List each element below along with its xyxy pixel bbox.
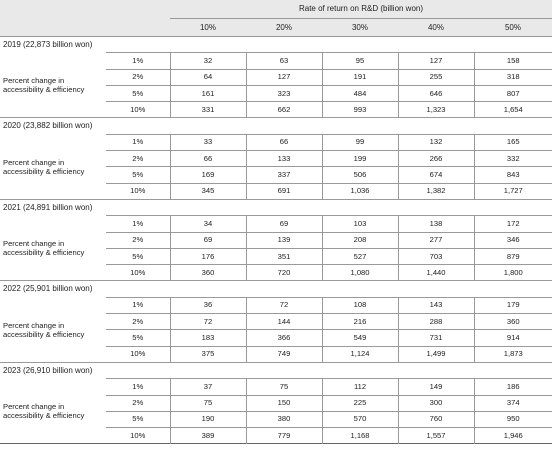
value-cell: 646 [398, 85, 474, 101]
value-cell: 662 [246, 102, 322, 118]
value-cell: 1,873 [474, 346, 552, 362]
value-cell: 138 [398, 216, 474, 232]
value-cell: 779 [246, 428, 322, 444]
value-cell: 950 [474, 411, 552, 427]
percent-change-cell: 5% [106, 167, 170, 183]
header-title: Rate of return on R&D (billion won) [170, 0, 552, 19]
value-cell: 169 [170, 167, 246, 183]
value-cell: 375 [170, 346, 246, 362]
value-cell: 527 [322, 248, 398, 264]
value-cell: 366 [246, 330, 322, 346]
value-cell: 66 [170, 151, 246, 167]
group-label: 2023 (26,910 billion won) [0, 362, 552, 378]
value-cell: 108 [322, 297, 398, 313]
value-cell: 149 [398, 379, 474, 395]
percent-change-cell: 10% [106, 428, 170, 444]
value-cell: 183 [170, 330, 246, 346]
header-blank [106, 0, 170, 19]
table-row [0, 379, 552, 395]
value-cell: 34 [170, 216, 246, 232]
value-cell: 179 [474, 297, 552, 313]
percent-change-cell: 1% [106, 53, 170, 69]
value-cell: 95 [322, 53, 398, 69]
percent-change-cell: 5% [106, 248, 170, 264]
value-cell: 374 [474, 395, 552, 411]
value-cell: 186 [474, 379, 552, 395]
column-header: 20% [246, 19, 322, 37]
value-cell: 63 [246, 53, 322, 69]
value-cell: 143 [398, 297, 474, 313]
value-cell: 1,036 [322, 183, 398, 199]
value-cell: 337 [246, 167, 322, 183]
value-cell: 1,080 [322, 265, 398, 281]
percent-change-cell: 1% [106, 216, 170, 232]
value-cell: 351 [246, 248, 322, 264]
table-row [0, 297, 552, 313]
table-row [0, 53, 552, 69]
value-cell: 380 [246, 411, 322, 427]
group-header-row [0, 281, 552, 297]
value-cell: 208 [322, 232, 398, 248]
group-header-row [0, 199, 552, 215]
value-cell: 345 [170, 183, 246, 199]
value-cell: 150 [246, 395, 322, 411]
percent-change-cell: 1% [106, 297, 170, 313]
group-label: 2021 (24,891 billion won) [0, 199, 552, 215]
table-row [0, 216, 552, 232]
group-header-row [0, 37, 552, 53]
value-cell: 255 [398, 69, 474, 85]
value-cell: 1,800 [474, 265, 552, 281]
value-cell: 103 [322, 216, 398, 232]
value-cell: 703 [398, 248, 474, 264]
value-cell: 266 [398, 151, 474, 167]
column-header: 40% [398, 19, 474, 37]
value-cell: 570 [322, 411, 398, 427]
value-cell: 133 [246, 151, 322, 167]
value-cell: 288 [398, 314, 474, 330]
percent-change-cell: 10% [106, 346, 170, 362]
value-cell: 33 [170, 134, 246, 150]
value-cell: 506 [322, 167, 398, 183]
header-row-title [0, 0, 552, 19]
value-cell: 691 [246, 183, 322, 199]
row-group-label: Percent change in accessibility & efficiency [3, 157, 85, 176]
value-cell: 165 [474, 134, 552, 150]
value-cell: 914 [474, 330, 552, 346]
group-label: 2020 (23,882 billion won) [0, 118, 552, 134]
header-blank [0, 0, 106, 19]
value-cell: 484 [322, 85, 398, 101]
value-cell: 1,168 [322, 428, 398, 444]
value-cell: 1,323 [398, 102, 474, 118]
percent-change-cell: 2% [106, 395, 170, 411]
value-cell: 69 [246, 216, 322, 232]
column-header: 50% [474, 19, 552, 37]
value-cell: 331 [170, 102, 246, 118]
row-group-label: Percent change in accessibility & efficiency [3, 239, 85, 258]
percent-change-cell: 5% [106, 85, 170, 101]
value-cell: 360 [474, 314, 552, 330]
value-cell: 139 [246, 232, 322, 248]
group-label: 2019 (22,873 billion won) [0, 37, 552, 53]
value-cell: 75 [246, 379, 322, 395]
header-blank [0, 19, 106, 37]
value-cell: 225 [322, 395, 398, 411]
value-cell: 807 [474, 85, 552, 101]
value-cell: 277 [398, 232, 474, 248]
value-cell: 1,499 [398, 346, 474, 362]
percent-change-cell: 2% [106, 69, 170, 85]
value-cell: 158 [474, 53, 552, 69]
row-group-label: Percent change in accessibility & efficiency [3, 320, 85, 339]
table-row [0, 134, 552, 150]
header-blank [106, 19, 170, 37]
value-cell: 749 [246, 346, 322, 362]
value-cell: 66 [246, 134, 322, 150]
row-group-label: Percent change in accessibility & efficiency [3, 76, 85, 95]
value-cell: 127 [398, 53, 474, 69]
percent-change-cell: 5% [106, 330, 170, 346]
value-cell: 190 [170, 411, 246, 427]
percent-change-cell: 2% [106, 232, 170, 248]
group-label: 2022 (25,901 billion won) [0, 281, 552, 297]
percent-change-cell: 5% [106, 411, 170, 427]
value-cell: 72 [246, 297, 322, 313]
column-header: 10% [170, 19, 246, 37]
value-cell: 1,727 [474, 183, 552, 199]
value-cell: 843 [474, 167, 552, 183]
value-cell: 37 [170, 379, 246, 395]
percent-change-cell: 1% [106, 134, 170, 150]
value-cell: 323 [246, 85, 322, 101]
value-cell: 318 [474, 69, 552, 85]
value-cell: 99 [322, 134, 398, 150]
percent-change-cell: 10% [106, 265, 170, 281]
percent-change-cell: 2% [106, 314, 170, 330]
value-cell: 360 [170, 265, 246, 281]
value-cell: 69 [170, 232, 246, 248]
column-header: 30% [322, 19, 398, 37]
value-cell: 127 [246, 69, 322, 85]
group-header-row [0, 362, 552, 378]
percent-change-cell: 2% [106, 151, 170, 167]
value-cell: 1,440 [398, 265, 474, 281]
percent-change-cell: 10% [106, 183, 170, 199]
value-cell: 1,124 [322, 346, 398, 362]
value-cell: 1,382 [398, 183, 474, 199]
value-cell: 161 [170, 85, 246, 101]
value-cell: 32 [170, 53, 246, 69]
value-cell: 64 [170, 69, 246, 85]
value-cell: 346 [474, 232, 552, 248]
value-cell: 144 [246, 314, 322, 330]
value-cell: 72 [170, 314, 246, 330]
value-cell: 993 [322, 102, 398, 118]
percent-change-cell: 1% [106, 379, 170, 395]
value-cell: 36 [170, 297, 246, 313]
value-cell: 75 [170, 395, 246, 411]
value-cell: 191 [322, 69, 398, 85]
value-cell: 112 [322, 379, 398, 395]
value-cell: 176 [170, 248, 246, 264]
group-header-row [0, 118, 552, 134]
value-cell: 199 [322, 151, 398, 167]
value-cell: 674 [398, 167, 474, 183]
header-row-columns [0, 19, 552, 37]
value-cell: 731 [398, 330, 474, 346]
value-cell: 216 [322, 314, 398, 330]
value-cell: 132 [398, 134, 474, 150]
value-cell: 332 [474, 151, 552, 167]
value-cell: 1,654 [474, 102, 552, 118]
value-cell: 1,557 [398, 428, 474, 444]
row-group-label: Percent change in accessibility & efficiency [3, 402, 85, 421]
value-cell: 1,946 [474, 428, 552, 444]
value-cell: 879 [474, 248, 552, 264]
value-cell: 549 [322, 330, 398, 346]
value-cell: 389 [170, 428, 246, 444]
value-cell: 760 [398, 411, 474, 427]
value-cell: 172 [474, 216, 552, 232]
percent-change-cell: 10% [106, 102, 170, 118]
value-cell: 300 [398, 395, 474, 411]
value-cell: 720 [246, 265, 322, 281]
